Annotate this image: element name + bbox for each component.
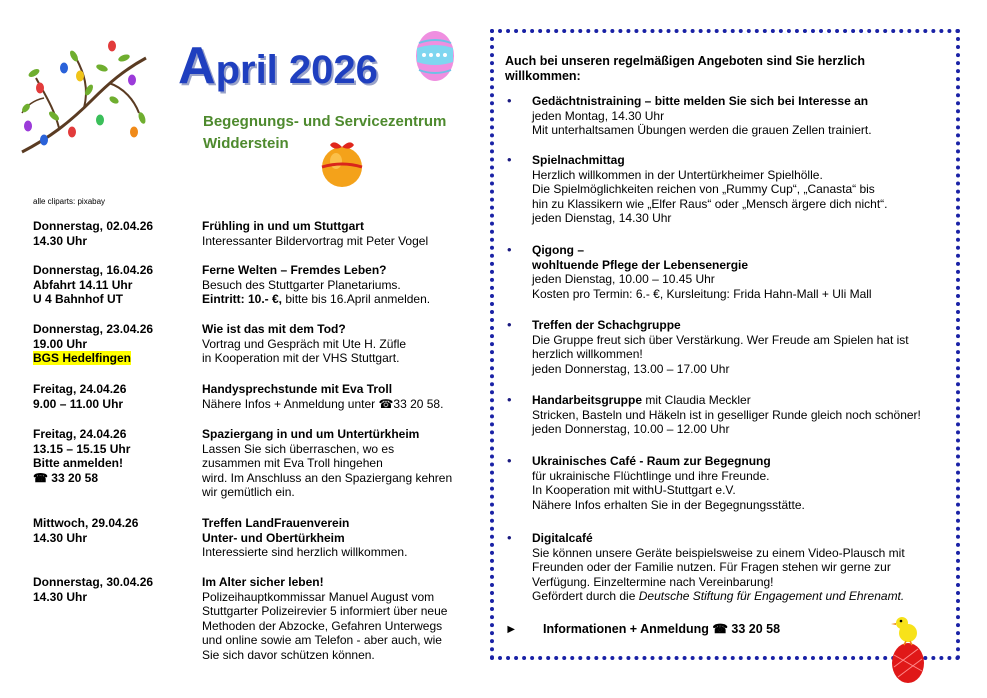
bullet-icon: •: [507, 242, 512, 257]
event-date-line: Donnerstag, 30.04.26: [33, 575, 154, 589]
offer-text-line: jeden Dienstag, 14.30 Uhr: [532, 211, 672, 226]
event-date: [33, 427, 201, 485]
org-line-1: Begegnungs- und Servicezentrum: [203, 113, 447, 130]
offer-text-line: In Kooperation mit withU-Stuttgart e.V.: [532, 483, 736, 498]
offer-title: Ukrainisches Café - Raum zur Begegnung: [532, 454, 771, 468]
offer-sponsor-prefix: Gefördert durch die: [532, 589, 639, 604]
info-registration-text: Informationen + Anmeldung ☎ 33 20 58: [543, 622, 781, 636]
event-time-line: 13.15 – 15.15 Uhr: [33, 441, 131, 456]
event-date-line: Freitag, 24.04.26: [33, 427, 127, 441]
offers-intro-line: Auch bei unseren regelmäßigen Angeboten sind Sie herzlich: [505, 54, 866, 68]
event-price: Eintritt: 10.- €,: [202, 292, 283, 307]
event-date-line: Donnerstag, 02.04.26: [33, 219, 154, 233]
offer-text-line: hin zu Klassikern wie „Elfer Raus“ oder „Mensch ärgere dich nicht“.: [532, 196, 888, 211]
offer-text-line: Die Gruppe freut sich über Verstärkung. Wer Freude am Spielen hat ist: [532, 332, 909, 347]
event-text-line: in Kooperation mit der VHS Stuttgart.: [202, 351, 400, 366]
event-date-line: Donnerstag, 23.04.26: [33, 322, 154, 336]
event-text-line: Stuttgarter Polizeirevier 5 informiert über neue: [202, 604, 448, 619]
offer-text-line: Mit unterhaltsamen Übungen werden die grauen Zellen trainiert.: [532, 123, 872, 138]
bullet-icon: •: [507, 317, 512, 332]
offer-text-line: herzlich willkommen!: [532, 347, 643, 362]
event-location-highlight: BGS Hedelfingen: [33, 351, 132, 366]
offer-text-line: Stricken, Basteln und Häkeln ist in geselliger Runde gleich noch schöner!: [532, 407, 921, 422]
event-text-line: [202, 292, 478, 307]
event-title: Handysprechstunde mit Eva Troll: [202, 382, 393, 396]
event-phone-line: ☎ 33 20 58: [33, 470, 98, 485]
event-registration-note: bitte bis 16.April anmelden.: [282, 292, 431, 307]
offer-text-line: Sie können unsere Geräte beispielsweise zu einem Video-Plausch mit: [532, 545, 905, 560]
event-text-line: Vortrag und Gespräch mit Ute H. Züfle: [202, 336, 407, 351]
event-date: [33, 322, 201, 366]
event-title: Treffen LandFrauenverein: [202, 516, 350, 530]
title-rest: pril 2026: [215, 48, 378, 92]
event-text-line: Nähere Infos + Anmeldung unter ☎33 20 58.: [202, 396, 444, 411]
easter-egg-blue-icon: [414, 28, 456, 82]
event-date: [33, 263, 201, 307]
event-description: [202, 382, 478, 411]
offer-title: Qigong –: [532, 243, 584, 257]
event-title-line-2: Unter- und Obertürkheim: [202, 530, 345, 545]
event-description: [202, 575, 478, 663]
event-time-line: 14.30 Uhr: [33, 530, 88, 545]
event-date-line: Donnerstag, 16.04.26: [33, 263, 154, 277]
event-text-line: und online sowie am Telefon - aber auch, wie: [202, 633, 442, 648]
bullet-icon: •: [507, 453, 512, 468]
event-text-line: Polizeihauptkommissar Manuel August vom: [202, 589, 435, 604]
bullet-icon: •: [507, 93, 512, 108]
offer-sponsor: Deutsche Stiftung für Engagement und Ehrenamt.: [638, 589, 905, 604]
event-date: [33, 382, 201, 411]
offer-text-line: Freunden oder der Familie nutzen. Für Fragen stehen wir gerne zur: [532, 560, 891, 575]
easter-egg-orange-icon: [316, 137, 368, 189]
event-title: Im Alter sicher leben!: [202, 575, 324, 589]
page-title: [178, 36, 378, 96]
event-text-line: Interessanter Bildervortrag mit Peter Vogel: [202, 233, 429, 248]
arrow-right-icon: ►: [505, 622, 518, 636]
event-time-line: 19.00 Uhr: [33, 336, 88, 351]
event-date: [33, 516, 201, 545]
offer-title-suffix: mit Claudia Meckler: [642, 393, 751, 407]
org-line-2: Widderstein: [203, 135, 289, 152]
offers-intro-line: willkommen:: [505, 69, 581, 83]
event-text-line: Lassen Sie sich überraschen, wo es: [202, 441, 395, 456]
offer-text-line: jeden Dienstag, 10.00 – 10.45 Uhr: [532, 272, 715, 287]
info-registration: [505, 621, 780, 636]
bullet-icon: •: [507, 392, 512, 407]
event-description: [202, 516, 478, 560]
offer-title: Spielnachmittag: [532, 153, 625, 167]
offer-title: Treffen der Schachgruppe: [532, 318, 681, 332]
event-text-line: Methoden der Abzocke, Gefahren Unterwegs: [202, 618, 443, 633]
offer-text-line: Herzlich willkommen in der Untertürkheimer Spielhölle.: [532, 167, 823, 182]
offer-title: Digitalcafé: [532, 531, 593, 545]
bullet-icon: •: [507, 530, 512, 545]
bullet-icon: •: [507, 152, 512, 167]
event-description: [202, 322, 478, 366]
offer-text-line: für ukrainische Flüchtlinge und ihre Freunde.: [532, 468, 770, 483]
offer-text-line: Kosten pro Termin: 6.- €, Kursleitung: Frida Hahn-Mall + Uli Mall: [532, 286, 872, 301]
chick-egg-icon: [888, 605, 928, 685]
event-title: Wie ist das mit dem Tod?: [202, 322, 346, 336]
event-text-line: Interessierte sind herzlich willkommen.: [202, 545, 408, 560]
event-title: Spaziergang in und um Untertürkheim: [202, 427, 420, 441]
offer-text-line: Die Spielmöglichkeiten reichen von „Rummy Cup“, „Canasta“ bis: [532, 182, 875, 197]
easter-branch-icon: [14, 28, 152, 163]
offer-title: Handarbeitsgruppe: [532, 393, 643, 407]
event-text-line: wird. Im Anschluss an den Spaziergang kehren: [202, 470, 453, 485]
event-date-line: Freitag, 24.04.26: [33, 382, 127, 396]
event-title: Frühling in und um Stuttgart: [202, 219, 364, 233]
clipart-credit: alle cliparts: pixabay: [33, 197, 106, 206]
event-text-line: zusammen mit Eva Troll hingehen: [202, 456, 383, 471]
event-date-line: Mittwoch, 29.04.26: [33, 516, 139, 530]
offer-title-line-2: wohltuende Pflege der Lebensenergie: [532, 257, 749, 272]
event-registration-line: Bitte anmelden!: [33, 456, 124, 471]
offer-text-line: jeden Donnerstag, 10.00 – 12.00 Uhr: [532, 422, 730, 437]
event-text-line: wir gemütlich ein.: [202, 485, 295, 500]
event-place-line: U 4 Bahnhof UT: [33, 292, 123, 307]
event-text-line: Besuch des Stuttgarter Planetariums.: [202, 277, 401, 292]
event-time-line: Abfahrt 14.11 Uhr: [33, 277, 133, 292]
event-date: [33, 575, 201, 604]
offer-text-line: jeden Donnerstag, 13.00 – 17.00 Uhr: [532, 361, 730, 376]
event-time-line: 14.30 Uhr: [33, 589, 88, 604]
event-description: [202, 263, 478, 307]
offer-text-line: Verfügung. Einzeltermine nach Vereinbarung!: [532, 574, 774, 589]
offer-text-line: jeden Montag, 14.30 Uhr: [532, 108, 665, 123]
event-description: [202, 427, 478, 500]
offers-intro: [505, 54, 945, 84]
event-time-line: 9.00 – 11.00 Uhr: [33, 396, 124, 411]
offer-text-line: Nähere Infos erhalten Sie in der Begegnungsstätte.: [532, 497, 805, 512]
event-title: Ferne Welten – Fremdes Leben?: [202, 263, 387, 277]
event-time-line: 14.30 Uhr: [33, 233, 88, 248]
event-description: [202, 219, 478, 248]
title-initial: A: [178, 37, 216, 95]
event-text-line: Sie sich davor schützen können.: [202, 647, 375, 662]
event-date: [33, 219, 201, 248]
offer-title: Gedächtnistraining – bitte melden Sie sich bei Interesse an: [532, 94, 869, 108]
offer-text-line: [532, 589, 957, 604]
